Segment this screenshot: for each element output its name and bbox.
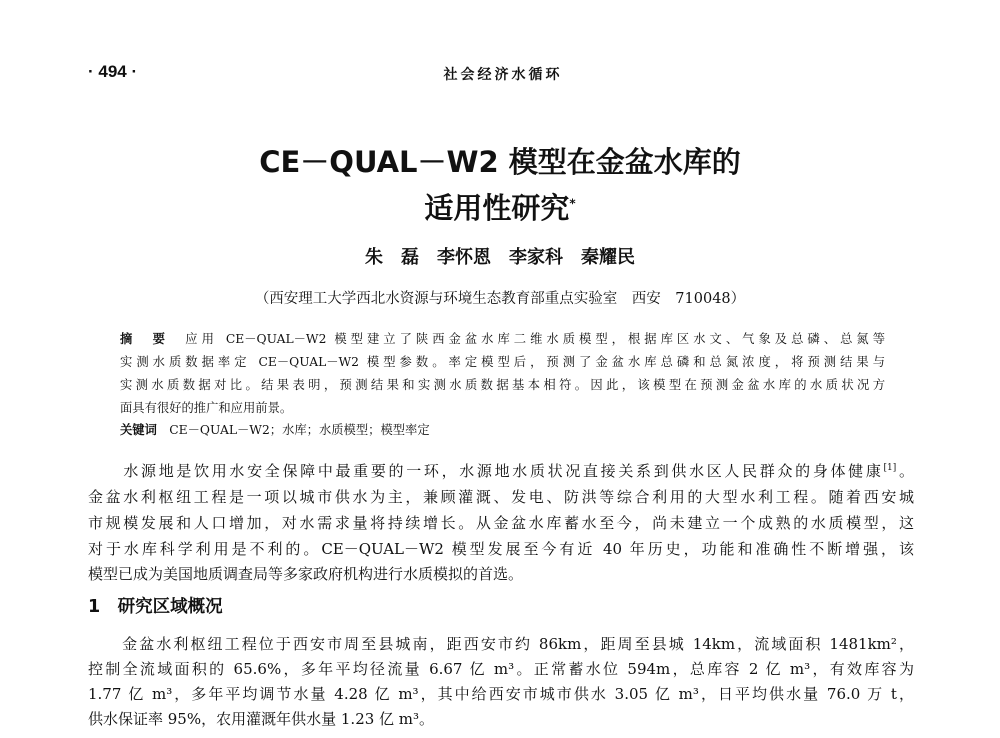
abstract-text: 应用 CE－QUAL－W2 模型建立了陕西金盆水库二维水质模型，根据库区水文、气象及总磷、总氮等 (185, 332, 885, 346)
citation: [1] (883, 463, 897, 473)
title-text: 适用性研究 (424, 191, 570, 225)
body-line: 模型已成为美国地质调查局等多家政府机构进行水质模拟的首选。 (88, 565, 524, 583)
abstract-label: 摘 要 (120, 332, 169, 346)
body-line: 对于水库科学利用是不利的。CE－QUAL－W2 模型发展至今有近 40 年历史，功能和准确性不断增强，该 (88, 540, 914, 558)
body-line: 控制全流域面积的 65.6%，多年平均径流量 6.67 亿 m³。正常蓄水位 594m，总库容 2 亿 m³，有效库容为 (88, 660, 914, 678)
abstract-line: 面具有很好的推广和应用前景。 (120, 401, 293, 415)
keywords-label: 关键词 (120, 423, 157, 437)
body-line: 供水保证率 95%，农用灌溉年供水量 1.23 亿 m³。 (88, 710, 435, 728)
page-number: · 494 · (88, 62, 138, 81)
body-line (88, 460, 914, 485)
abstract-line: 实测水质数据率定 CE－QUAL－W2 模型参数。率定模型后，预测了金盆水库总磷和总氮浓度，将预测结果与 (120, 355, 885, 369)
body-line: 市规模发展和人口增加，对水需求量将持续增长。从金盆水库蓄水至今，尚未建立一个成熟的水质模型，这 (88, 514, 914, 532)
body-text: 水源地是饮用水安全保障中最重要的一环，水源地水质状况直接关系到供水区人民群众的身体健康 (88, 462, 884, 480)
footnote-mark: * (569, 196, 576, 211)
paper-title-line-2 (0, 186, 1000, 227)
abstract-line (120, 329, 885, 348)
keywords-text: CE－QUAL－W2；水库；水质模型；模型率定 (169, 423, 430, 437)
keywords (120, 420, 430, 438)
abstract-line: 实测水质数据对比。结果表明，预测结果和实测水质数据基本相符。因此，该模型在预测金盆水库的水质状况方 (120, 378, 885, 392)
body-line: 金盆水利枢纽工程位于西安市周至县城南，距西安市约 86km，距周至县城 14km，流域面积 1481km²， (88, 635, 914, 653)
running-header (88, 62, 918, 88)
affiliation: （西安理工大学西北水资源与环境生态教育部重点实验室 西安 710048） (254, 291, 746, 307)
paper-title-line-1: CE－QUAL－W2 模型在金盆水库的 (259, 145, 741, 179)
body-line: 金盆水利枢纽工程是一项以城市供水为主，兼顾灌溉、发电、防洪等综合利用的大型水利工程。随着西安城 (88, 488, 914, 506)
body-line: 1.77 亿 m³，多年平均调节水量 4.28 亿 m³，其中给西安市城市供水 3.05 亿 m³，日平均供水量 76.0 万 t， (88, 685, 914, 703)
section-heading: 1 研究区域概况 (88, 597, 223, 617)
authors: 朱 磊 李怀恩 李家科 秦耀民 (365, 247, 635, 268)
journal-section: 社会经济水循环 (443, 67, 563, 83)
body-text: 。 (896, 462, 914, 480)
